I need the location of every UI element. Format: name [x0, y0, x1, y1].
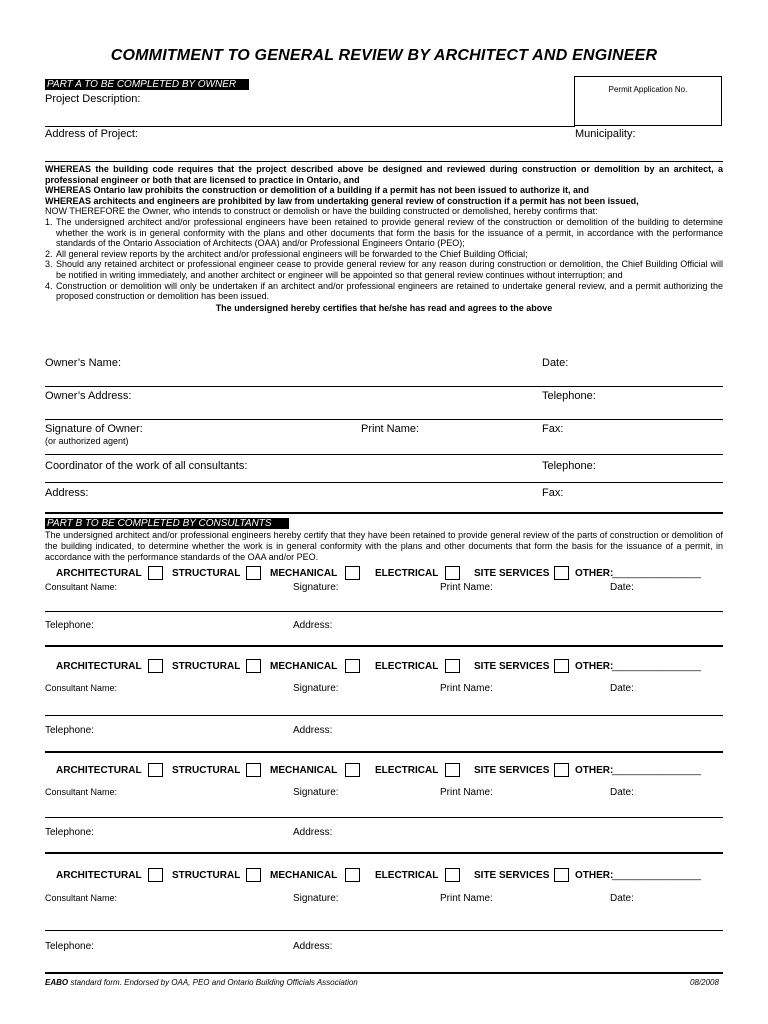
- signature-of-owner-label: Signature of Owner:: [45, 423, 143, 435]
- coordinator-address-label: Address:: [45, 487, 89, 499]
- discipline-label-other: OTHER:: [575, 568, 614, 579]
- form-title: COMMITMENT TO GENERAL REVIEW BY ARCHITECT AND ENGINEER: [110, 47, 658, 64]
- other-specify-blank[interactable]: ________________: [612, 870, 701, 881]
- date-label: Date:: [542, 357, 569, 369]
- part-a-header: PART A TO BE COMPLETED BY OWNER: [45, 79, 249, 91]
- consultant-name-label: Consultant Name:: [45, 582, 118, 592]
- project-description-label: Project Description:: [45, 93, 141, 105]
- discipline-label-other: OTHER:: [575, 661, 614, 672]
- owners-name-field[interactable]: [45, 386, 723, 387]
- footer-divider: [45, 972, 723, 974]
- discipline-label-electrical: ELECTRICAL: [375, 870, 439, 881]
- consultant-block-divider: [45, 751, 723, 753]
- permit-application-label: Permit Application No.: [608, 85, 688, 94]
- print-name-label: Print Name:: [440, 683, 493, 694]
- structural-checkbox[interactable]: [246, 659, 261, 673]
- now-therefore: NOW THEREFORE the Owner, who intends to construct or demolish or have the building constructed or demolished, hereby confirms that:: [45, 206, 598, 217]
- discipline-label-mechanical: MECHANICAL: [270, 765, 338, 776]
- signature-label: Signature:: [293, 683, 339, 694]
- discipline-label-electrical: ELECTRICAL: [375, 568, 439, 579]
- structural-checkbox[interactable]: [246, 868, 261, 882]
- other-specify-blank[interactable]: ________________: [612, 661, 701, 672]
- site-services-checkbox[interactable]: [554, 659, 569, 673]
- coordinator-fax-label: Fax:: [542, 487, 564, 499]
- whereas-3: WHEREAS architects and engineers are prohibited by law from undertaking general review of construction if a permit has not been issued,: [45, 195, 639, 206]
- telephone-label: Telephone:: [542, 390, 596, 402]
- telephone-label: Telephone:: [45, 725, 94, 736]
- electrical-checkbox[interactable]: [445, 659, 460, 673]
- discipline-label-architectural: ARCHITECTURAL: [56, 870, 142, 881]
- discipline-label-mechanical: MECHANICAL: [270, 661, 338, 672]
- date-label: Date:: [610, 582, 634, 593]
- coordinator-field[interactable]: [45, 482, 723, 483]
- signature-label: Signature:: [293, 893, 339, 904]
- discipline-label-architectural: ARCHITECTURAL: [56, 568, 142, 579]
- site-services-checkbox[interactable]: [554, 566, 569, 580]
- discipline-label-site-services: SITE SERVICES: [474, 661, 550, 672]
- owners-name-label: Owner’s Name:: [45, 357, 122, 369]
- discipline-label-electrical: ELECTRICAL: [375, 661, 439, 672]
- permit-application-box[interactable]: [574, 76, 722, 126]
- address-of-project-label: Address of Project:: [45, 128, 138, 140]
- architectural-checkbox[interactable]: [148, 763, 163, 777]
- consultant-name-label: Consultant Name:: [45, 893, 118, 903]
- electrical-checkbox[interactable]: [445, 763, 460, 777]
- owner-declaration: [45, 164, 723, 313]
- address-label: Address:: [293, 827, 333, 838]
- print-name-label: Print Name:: [361, 423, 420, 435]
- electrical-checkbox[interactable]: [445, 566, 460, 580]
- whereas-1: WHEREAS the building code requires that the project described above be designed and reviewed during construction or demolition by an architect, a professional engineer or both that are licensed to practice in Ontario, and: [45, 164, 723, 185]
- date-label: Date:: [610, 787, 634, 798]
- print-name-label: Print Name:: [440, 787, 493, 798]
- structural-checkbox[interactable]: [246, 566, 261, 580]
- fax-label: Fax:: [542, 423, 564, 435]
- address-label: Address:: [293, 941, 333, 952]
- signature-label: Signature:: [293, 582, 339, 593]
- certifies-statement: The undersigned hereby certifies that he/she has read and agrees to the above: [215, 302, 553, 313]
- rule: [45, 161, 723, 162]
- section-divider: [45, 512, 723, 514]
- footer-brand: EABO: [45, 978, 69, 987]
- consultant-block-divider: [45, 852, 723, 854]
- mechanical-checkbox[interactable]: [345, 566, 360, 580]
- date-label: Date:: [610, 893, 634, 904]
- part-b-header: PART B TO BE COMPLETED BY CONSULTANTS: [45, 518, 289, 530]
- consultant-signature-field[interactable]: [45, 817, 723, 818]
- discipline-label-other: OTHER:: [575, 765, 614, 776]
- signature-field[interactable]: [45, 454, 723, 455]
- discipline-label-electrical: ELECTRICAL: [375, 765, 439, 776]
- consultant-name-label: Consultant Name:: [45, 683, 118, 693]
- discipline-label-site-services: SITE SERVICES: [474, 765, 550, 776]
- mechanical-checkbox[interactable]: [345, 659, 360, 673]
- telephone-label: Telephone:: [45, 827, 94, 838]
- owners-address-label: Owner’s Address:: [45, 390, 132, 402]
- rule: [45, 126, 575, 127]
- discipline-label-architectural: ARCHITECTURAL: [56, 661, 142, 672]
- discipline-label-site-services: SITE SERVICES: [474, 568, 550, 579]
- municipality-label: Municipality:: [575, 128, 636, 140]
- footer-note: [45, 978, 358, 988]
- owners-address-field[interactable]: [45, 419, 723, 420]
- discipline-label-site-services: SITE SERVICES: [474, 870, 550, 881]
- architectural-checkbox[interactable]: [148, 868, 163, 882]
- footer-date: 08/2008: [690, 978, 719, 987]
- discipline-label-structural: STRUCTURAL: [172, 661, 241, 672]
- list-item: 1. The undersigned architect and/or professional engineers have been retained to provide general review of the construction or demolition of the building to determine whether the work is in general conformity with the plans and other documents that form the basis for the issuance of a permit, in accordance with the performance standards of the Ontario Association of Architects (OAA) and/or Professional Engineers Ontario (PEO);: [45, 216, 723, 249]
- consultant-name-label: Consultant Name:: [45, 787, 118, 797]
- consultant-signature-field[interactable]: [45, 930, 723, 931]
- whereas-2: WHEREAS Ontario law prohibits the construction or demolition of a building if a permit has not been issued to authorize it, and: [45, 185, 590, 196]
- list-item: 3. Should any retained architect or professional engineer cease to provide general review for any reason during construction or demolition, the Chief Building Official will be notified in writing immediately, and another architect or engineer will be appointed so that general review continues without interruption; and: [45, 259, 723, 280]
- other-specify-blank[interactable]: ________________: [612, 765, 701, 776]
- mechanical-checkbox[interactable]: [345, 868, 360, 882]
- coordinator-telephone-label: Telephone:: [542, 460, 596, 472]
- coordinator-label: Coordinator of the work of all consultants:: [45, 460, 248, 472]
- discipline-label-structural: STRUCTURAL: [172, 765, 241, 776]
- consultant-signature-field[interactable]: [45, 611, 723, 612]
- discipline-label-other: OTHER:: [575, 870, 614, 881]
- discipline-label-architectural: ARCHITECTURAL: [56, 765, 142, 776]
- architectural-checkbox[interactable]: [148, 566, 163, 580]
- address-label: Address:: [293, 620, 333, 631]
- print-name-label: Print Name:: [440, 582, 493, 593]
- structural-checkbox[interactable]: [246, 763, 261, 777]
- authorized-agent-note: (or authorized agent): [45, 436, 129, 446]
- mechanical-checkbox[interactable]: [345, 763, 360, 777]
- address-label: Address:: [293, 725, 333, 736]
- print-name-label: Print Name:: [440, 893, 493, 904]
- architectural-checkbox[interactable]: [148, 659, 163, 673]
- list-item: 2. All general review reports by the architect and/or professional engineers will be forwarded to the Chief Building Official;: [45, 248, 528, 259]
- discipline-label-structural: STRUCTURAL: [172, 568, 241, 579]
- telephone-label: Telephone:: [45, 941, 94, 952]
- consultant-block-divider: [45, 645, 723, 647]
- site-services-checkbox[interactable]: [554, 868, 569, 882]
- discipline-label-structural: STRUCTURAL: [172, 870, 241, 881]
- discipline-label-mechanical: MECHANICAL: [270, 568, 338, 579]
- list-item: 4. Construction or demolition will only be undertaken if an architect and/or professional engineers are retained to undertake general review, and a permit authorizing the proposed construction or demolition has been issued.: [45, 280, 723, 302]
- other-specify-blank[interactable]: ________________: [612, 568, 701, 579]
- part-b-intro: The undersigned architect and/or professional engineers hereby certify that they have been retained to provide general review of the parts of construction or demolition of the building indicated, to determine whether the work is in general conformity with the plans and other documents that form the basis for the issuance of a permit, in accordance with the performance standards of the OAA and/or PEO.: [45, 530, 723, 562]
- telephone-label: Telephone:: [45, 620, 94, 631]
- footer-text: standard form. Endorsed by OAA, PEO and Ontario Building Officials Association: [68, 978, 358, 987]
- electrical-checkbox[interactable]: [445, 868, 460, 882]
- discipline-label-mechanical: MECHANICAL: [270, 870, 338, 881]
- signature-label: Signature:: [293, 787, 339, 798]
- date-label: Date:: [610, 683, 634, 694]
- consultant-signature-field[interactable]: [45, 715, 723, 716]
- site-services-checkbox[interactable]: [554, 763, 569, 777]
